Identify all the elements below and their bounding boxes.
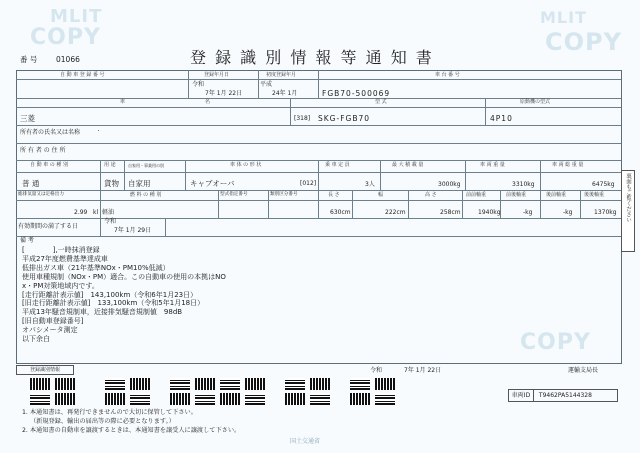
reg-id-code [55,393,75,405]
height: 258cm [440,209,461,216]
shape-code: [012] [300,180,317,187]
note-line: [旧走行距離計表示値] 133,100km（令和5年1月18日） [22,299,205,308]
fuel-label: 燃 料 の 種 別 [130,192,162,198]
note-line: 以下余白 [22,335,50,344]
engine-model-label: 原動機の型式 [520,99,551,105]
weight-label: 車 両 重 量 [480,162,505,168]
note-line: オパシメータ測定 [22,326,78,335]
length-label: 長 さ [328,192,340,198]
footer-note-1: 1. 本通知書は、再発行できませんので大切に保管して下さい。 [22,409,197,416]
gross-weight: 6475kg [592,181,615,188]
bureau-name: 運輸支局長 [568,367,599,374]
reg-id-code [130,393,150,405]
displacement-label: 総排気量又は定格出力 [18,192,64,197]
reg-id-code [375,378,395,390]
expiry-date: 7年 1月 29日 [114,227,152,234]
displacement-unit: kl [93,209,99,216]
vehicle-name: 三菱 [20,114,35,123]
owner-label: 所有者の氏名又は名称 [20,129,81,136]
notes-label: 備 考 [20,237,34,244]
reg-id-code [285,378,305,390]
model-label: 型 式 [375,99,387,105]
width: 222cm [385,209,406,216]
front-front-axle: 1940kg [478,209,501,216]
fuel-type: 軽油 [102,209,115,216]
body-number: FGB70-500069 [322,89,391,98]
rear-rear-axle: 1370kg [594,209,617,216]
note-line: 平成13年騒音規制車，近接排気騒音規制値 98dB [22,308,183,317]
body-number-label: 車 台 番 号 [435,72,460,78]
reg-id-code [245,393,265,405]
capacity-label: 乗 車 定 員 [325,162,350,168]
reg-id-code [350,378,370,390]
note-line: [旧自動車登録番号] [22,317,84,326]
side-tab [621,170,635,252]
serial-label: 番 号 [20,55,38,64]
note-line: 平成27年度燃費基準達成車 [22,254,108,263]
private-label: 自家用・事業用の別 [128,163,164,168]
reg-id-code [30,378,50,390]
reg-id-code [170,378,190,390]
first-reg: 24年 1月 [272,90,298,97]
shape-label: 車 体 の 形 状 [230,162,262,168]
watermark: COPY [30,25,101,50]
note-line: x・PM対策地域内です。 [22,281,99,290]
note-line: [走行距離計表示値] 143,100km（令和6年1月23日） [22,290,198,299]
first-reg-label: 初度登録年月 [266,72,297,78]
capacity: 3人 [365,181,375,188]
reg-date: 7年 1月 22日 [205,90,243,97]
reg-id-code [130,378,150,390]
reg-id-code [30,393,50,405]
category-label: 類別区分番号 [270,192,298,197]
height-label: 高 さ [425,192,437,198]
note-line: 低排出ガス車（21年基準NOx・PM10%低減） [22,263,170,272]
reg-id-code [55,378,75,390]
reg-id-code [195,378,215,390]
displacement: 2.99 [74,209,88,216]
notes-list [22,246,226,344]
note-line: 使用車種規制（NOx・PM）適合。この自動車の使用の本拠はNO [22,272,226,281]
reg-id-code [195,393,215,405]
expiry-label: 有効期間の満了する日 [18,223,79,230]
reg-date-label: 登録年月日 [204,72,230,78]
vehicle-use: 貨物 [104,179,119,188]
body-shape: キャブオーバ [190,179,235,188]
vehicle-name-label: 車 [120,99,126,105]
reg-id-code [310,393,330,405]
issue-era: 令和 [370,367,383,374]
reg-id-code [245,378,265,390]
name-label: 名 [205,99,211,105]
watermark: MLIT [540,8,587,27]
vehicle-id-box [508,389,618,402]
rear-rear-axle-label: 後後軸重 [584,192,605,198]
engine-model: 4P10 [490,114,513,123]
front-rear-axle-label: 前後軸重 [506,192,527,198]
front-rear-axle: -kg [523,209,533,216]
vehicle-type: 普 通 [22,179,40,188]
reg-number-label: 自 動 車 登 録 番 号 [60,72,105,78]
watermark: COPY [545,28,622,56]
document-title: 登 録 識 別 情 報 等 通 知 書 [190,48,434,67]
rear-front-axle: -kg [563,209,573,216]
footer-note-1b: （新規登録、輸出の届出等の際に必要となります。） [30,418,175,425]
reg-id-code [220,393,240,405]
watermark: COPY [520,330,591,355]
expiry-era: 令和 [104,218,117,225]
reg-date-era: 令和 [192,81,205,88]
vehicle-weight: 3310kg [512,181,535,188]
reg-id-code [220,378,240,390]
width-label: 幅 [378,192,384,198]
reg-id-code [375,393,395,405]
serial-number: 01066 [56,55,80,64]
model-code: [318] [294,115,311,122]
vehicle-id-label: 車両ID [509,390,534,401]
max-load-label: 最 大 積 載 量 [392,162,424,168]
type-designation-label: 型式指定番号 [220,192,248,197]
ministry-mark: 国土交通省 [290,438,321,445]
front-front-axle-label: 前前軸重 [466,192,487,198]
side-tab-text: 裏面もご覧ください [625,173,631,223]
footer-note-2: 2. 本通知書の自動車を譲渡するときは、本通知書を譲受人に譲渡して下さい。 [22,427,241,434]
reg-id-code [285,393,305,405]
reg-id-code [105,378,125,390]
reg-id-code [350,393,370,405]
watermark: MLIT [50,6,103,27]
reg-id-code [105,393,125,405]
first-reg-era: 平成 [260,81,273,88]
use-label: 用 途 [104,162,116,168]
vehicle-id: T9462PA5144328 [538,392,592,399]
length: 630cm [330,209,351,216]
owner-address-label: 所 有 者 の 住 所 [20,147,66,154]
model: SKG-FGB70 [318,114,371,123]
max-load: 3000kg [438,181,461,188]
gross-weight-label: 車 両 総 重 量 [552,162,584,168]
rear-front-axle-label: 後前軸重 [546,192,567,198]
private-use: 自家用 [128,179,151,188]
reg-id-code [170,393,190,405]
note-line: [ ],一時抹消登録 [22,246,100,254]
reg-id-label: 登録識別情報 [16,365,74,375]
reg-id-code [310,378,330,390]
type-label: 自 動 車 の 種 別 [30,162,68,168]
issue-date: 7年 1月 22日 [404,367,442,374]
